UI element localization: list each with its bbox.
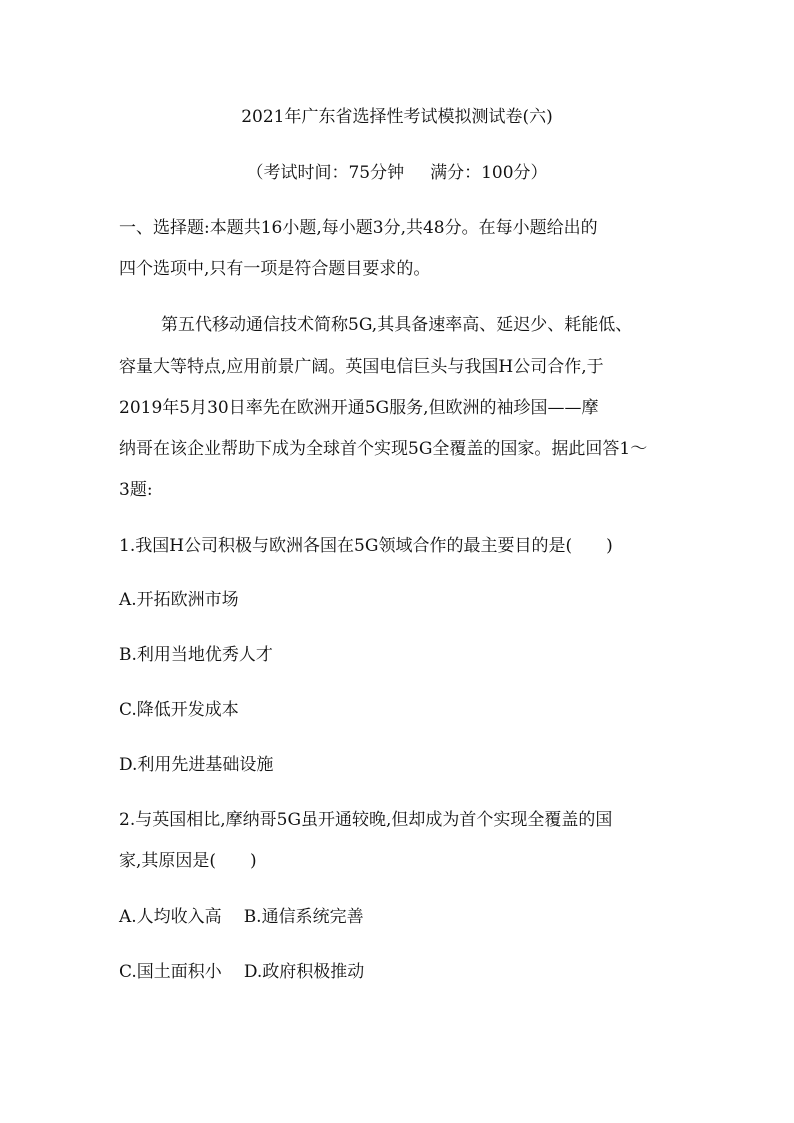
- exam-score: 满分：100分）: [430, 163, 548, 183]
- section-heading-line-1: 一、选择题:本题共16小题,每小题3分,共48分。在每小题给出的: [119, 218, 598, 238]
- passage-line: 纳哥在该企业帮助下成为全球首个实现5G全覆盖的国家。据此回答1～: [119, 439, 648, 459]
- exam-meta: [0, 162, 794, 184]
- exam-time: （考试时间：75分钟: [246, 163, 405, 183]
- question-2-stem-line-1: 2.与英国相比,摩纳哥5G虽开通较晚,但却成为首个实现全覆盖的国: [119, 810, 613, 830]
- question-2-option-b: B.通信系统完善: [243, 907, 364, 927]
- section-heading-line-2: 四个选项中,只有一项是符合题目要求的。: [119, 259, 431, 279]
- question-2-option-d: D.政府积极推动: [243, 962, 365, 982]
- question-2-option-c: C.国土面积小: [119, 962, 222, 982]
- question-2-stem-line-2: 家,其原因是( ): [119, 851, 257, 871]
- passage-line: 2019年5月30日率先在欧洲开通5G服务,但欧洲的袖珍国——摩: [119, 398, 599, 418]
- question-2-option-a: A.人均收入高: [119, 907, 222, 927]
- question-1-option-d: D.利用先进基础设施: [119, 755, 274, 775]
- question-2-options-row-1: [119, 906, 364, 928]
- passage-line: 3题:: [119, 480, 153, 500]
- exam-title: 2021年广东省选择性考试模拟测试卷(六): [241, 107, 553, 127]
- question-1-option-c: C.降低开发成本: [119, 700, 239, 720]
- passage-line: 容量大等特点,应用前景广阔。英国电信巨头与我国H公司合作,于: [119, 357, 604, 377]
- passage-line: 第五代移动通信技术简称5G,其具备速率高、延迟少、耗能低、: [161, 315, 633, 335]
- question-1-option-a: A.开拓欧洲市场: [119, 590, 239, 610]
- question-2-options-row-2: [119, 961, 364, 983]
- question-1-stem: 1.我国H公司积极与欧洲各国在5G领域合作的最主要目的是( ): [119, 536, 613, 556]
- question-1-option-b: B.利用当地优秀人才: [119, 645, 273, 665]
